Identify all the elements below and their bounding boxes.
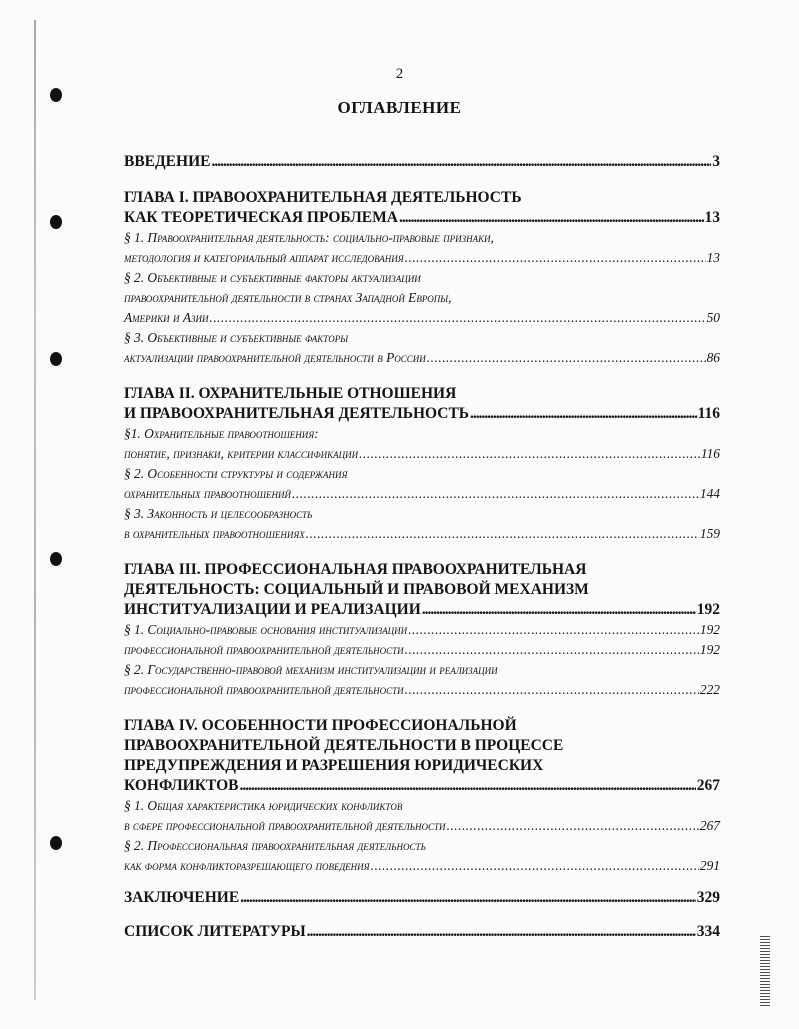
chapter-heading-line[interactable] <box>124 776 720 796</box>
toc-entry-text: ПРЕДУПРЕЖДЕНИЯ И РАЗРЕШЕНИЯ ЮРИДИЧЕСКИХ <box>124 757 544 774</box>
section-line[interactable] <box>124 816 720 836</box>
dot-leader <box>405 680 699 700</box>
toc-entry-conclusion[interactable] <box>124 888 720 908</box>
dot-leader <box>306 524 699 544</box>
section-line[interactable] <box>124 424 720 444</box>
toc-page-number: 329 <box>696 889 720 906</box>
dot-leader <box>427 348 706 368</box>
toc-page-number: 192 <box>699 622 720 637</box>
toc-entry-text: в сфере профессиональной правоохранительной деятельности <box>124 818 446 833</box>
toc-entry-intro[interactable] <box>124 152 720 172</box>
section-line[interactable] <box>124 660 720 680</box>
toc-page-number: 13 <box>706 250 720 265</box>
section-line[interactable] <box>124 680 720 700</box>
toc-entry-text: профессиональной правоохранительной деятельности <box>124 642 404 657</box>
toc-entry-text: актуализации правоохранительной деятельности в России <box>124 350 426 365</box>
chapter-heading-line[interactable] <box>124 736 720 756</box>
dot-leader <box>240 776 696 796</box>
chapter-heading-line[interactable] <box>124 580 720 600</box>
toc-entry-text: § 2. Государственно-правовой механизм институализации и реализации <box>124 662 498 677</box>
spacer <box>124 700 720 716</box>
chapter-heading-line[interactable] <box>124 560 720 580</box>
toc-entry-text: § 1. Правоохранительная деятельность: социально-правовые признаки, <box>124 230 494 245</box>
toc-title: ОГЛАВЛЕНИЕ <box>337 98 462 117</box>
section-line[interactable] <box>124 836 720 856</box>
dot-leader <box>209 308 705 328</box>
toc-page-number: 3 <box>712 153 720 170</box>
chapter-list <box>124 188 720 876</box>
toc-page-number: 222 <box>699 682 720 697</box>
toc-entry-label: ЗАКЛЮЧЕНИЕ <box>124 889 240 906</box>
chapter-heading-line[interactable] <box>124 756 720 776</box>
punch-hole <box>50 552 62 566</box>
punch-hole <box>50 352 62 366</box>
section-line[interactable] <box>124 268 720 288</box>
scan-binding-edge <box>34 20 36 1000</box>
section-line[interactable] <box>124 524 720 544</box>
toc-page-number: 192 <box>699 642 720 657</box>
spacer <box>124 172 720 188</box>
toc-page-number: 86 <box>706 350 720 365</box>
toc-entry-text: как форма конфликторазрешающего поведения <box>124 858 370 873</box>
toc-page-number: 13 <box>704 209 720 226</box>
section-line[interactable] <box>124 640 720 660</box>
dot-leader <box>371 856 699 876</box>
toc-entry-label: ВВЕДЕНИЕ <box>124 153 211 170</box>
page-number: 2 <box>395 66 404 82</box>
chapter-heading-line[interactable] <box>124 384 720 404</box>
dot-leader <box>292 484 699 504</box>
toc-entry-text: охранительных правоотношений <box>124 486 292 501</box>
toc-page-number: 116 <box>697 405 720 422</box>
punch-hole <box>50 836 62 850</box>
toc-page-number: 267 <box>699 818 720 833</box>
toc-entry-text: § 2. Особенности структуры и содержания <box>124 466 348 481</box>
toc-entry-text: § 3. Законность и целесообразность <box>124 506 313 521</box>
section-line[interactable] <box>124 796 720 816</box>
toc-chapter <box>124 716 720 876</box>
toc-entry-text: ГЛАВА IV. ОСОБЕННОСТИ ПРОФЕССИОНАЛЬНОЙ <box>124 717 517 734</box>
toc-page-number: 267 <box>696 777 720 794</box>
toc-chapter <box>124 188 720 368</box>
toc-entry-text: ГЛАВА III. ПРОФЕССИОНАЛЬНАЯ ПРАВООХРАНИТЕЛЬНАЯ <box>124 561 587 578</box>
spacer <box>124 368 720 384</box>
toc-entry-text: ДЕЯТЕЛЬНОСТЬ: СОЦИАЛЬНЫЙ И ПРАВОВОЙ МЕХАНИЗМ <box>124 581 589 598</box>
section-line[interactable] <box>124 348 720 368</box>
toc-entry-text: ПРАВООХРАНИТЕЛЬНОЙ ДЕЯТЕЛЬНОСТИ В ПРОЦЕССЕ <box>124 737 564 754</box>
chapter-heading-line[interactable] <box>124 404 720 424</box>
table-of-contents <box>124 152 720 942</box>
spacer <box>124 908 720 922</box>
dot-leader <box>405 248 706 268</box>
toc-entry-text: § 1. Общая характеристика юридических конфликтов <box>124 798 403 813</box>
toc-page-number: 334 <box>696 923 720 940</box>
punch-hole <box>50 215 62 229</box>
toc-entry-text: §1. Охранительные правоотношения: <box>124 426 319 441</box>
toc-page-number: 291 <box>699 858 720 873</box>
spacer <box>124 544 720 560</box>
dot-leader <box>240 888 696 908</box>
toc-chapter <box>124 560 720 700</box>
dot-leader <box>307 922 696 942</box>
toc-entry-text: методология и категориальный аппарат исследования <box>124 250 404 265</box>
toc-entry-label: СПИСОК ЛИТЕРАТУРЫ <box>124 923 306 940</box>
toc-entry-text: профессиональной правоохранительной деятельности <box>124 682 404 697</box>
toc-entry-text: § 2. Объективные и субъективные факторы актуализации <box>124 270 421 285</box>
toc-entry-text: в охранительных правоотношениях <box>124 526 305 541</box>
section-line[interactable] <box>124 444 720 464</box>
chapter-heading-line[interactable] <box>124 188 720 208</box>
dot-leader <box>447 816 699 836</box>
toc-entry-text: ГЛАВА I. ПРАВООХРАНИТЕЛЬНАЯ ДЕЯТЕЛЬНОСТЬ <box>124 189 522 206</box>
section-line[interactable] <box>124 288 720 308</box>
dot-leader <box>405 640 699 660</box>
dot-leader <box>399 208 704 228</box>
toc-chapter <box>124 384 720 544</box>
toc-page-number: 116 <box>700 446 720 461</box>
toc-entry-text: § 3. Объективные и субъективные факторы <box>124 330 349 345</box>
toc-entry-text: § 2. Профессиональная правоохранительная деятельность <box>124 838 426 853</box>
dot-leader <box>422 600 696 620</box>
toc-entry-bibliography[interactable] <box>124 922 720 942</box>
section-line[interactable] <box>124 484 720 504</box>
spacer <box>124 876 720 888</box>
chapter-heading-line[interactable] <box>124 208 720 228</box>
dot-leader <box>211 152 711 172</box>
toc-page-number: 159 <box>699 526 720 541</box>
toc-page-number: 144 <box>699 486 720 501</box>
toc-entry-text: ГЛАВА II. ОХРАНИТЕЛЬНЫЕ ОТНОШЕНИЯ <box>124 385 457 402</box>
chapter-heading-line[interactable] <box>124 600 720 620</box>
toc-entry-text: Америки и Азии <box>124 310 209 325</box>
section-line[interactable] <box>124 620 720 640</box>
toc-page-number: 192 <box>696 601 720 618</box>
section-line[interactable] <box>124 228 720 248</box>
dot-leader <box>359 444 700 464</box>
section-line[interactable] <box>124 856 720 876</box>
dot-leader <box>408 620 699 640</box>
chapter-heading-line[interactable] <box>124 716 720 736</box>
section-line[interactable] <box>124 504 720 524</box>
toc-entry-text: И ПРАВООХРАНИТЕЛЬНАЯ ДЕЯТЕЛЬНОСТЬ <box>124 405 470 422</box>
toc-entry-text: ИНСТИТУАЛИЗАЦИИ И РЕАЛИЗАЦИИ <box>124 601 421 618</box>
section-line[interactable] <box>124 308 720 328</box>
toc-entry-text: КОНФЛИКТОВ <box>124 777 239 794</box>
section-line[interactable] <box>124 248 720 268</box>
dot-leader <box>470 404 697 424</box>
toc-entry-text: понятие, признаки, критерии классификации <box>124 446 359 461</box>
toc-entry-text: правоохранительной деятельности в странах Западной Европы, <box>124 290 452 305</box>
toc-page-number: 50 <box>706 310 720 325</box>
section-line[interactable] <box>124 328 720 348</box>
toc-entry-text: § 1. Социально-правовые основания институализации <box>124 622 408 637</box>
toc-entry-text: КАК ТЕОРЕТИЧЕСКАЯ ПРОБЛЕМА <box>124 209 398 226</box>
section-line[interactable] <box>124 464 720 484</box>
scan-artifact <box>760 936 770 1006</box>
